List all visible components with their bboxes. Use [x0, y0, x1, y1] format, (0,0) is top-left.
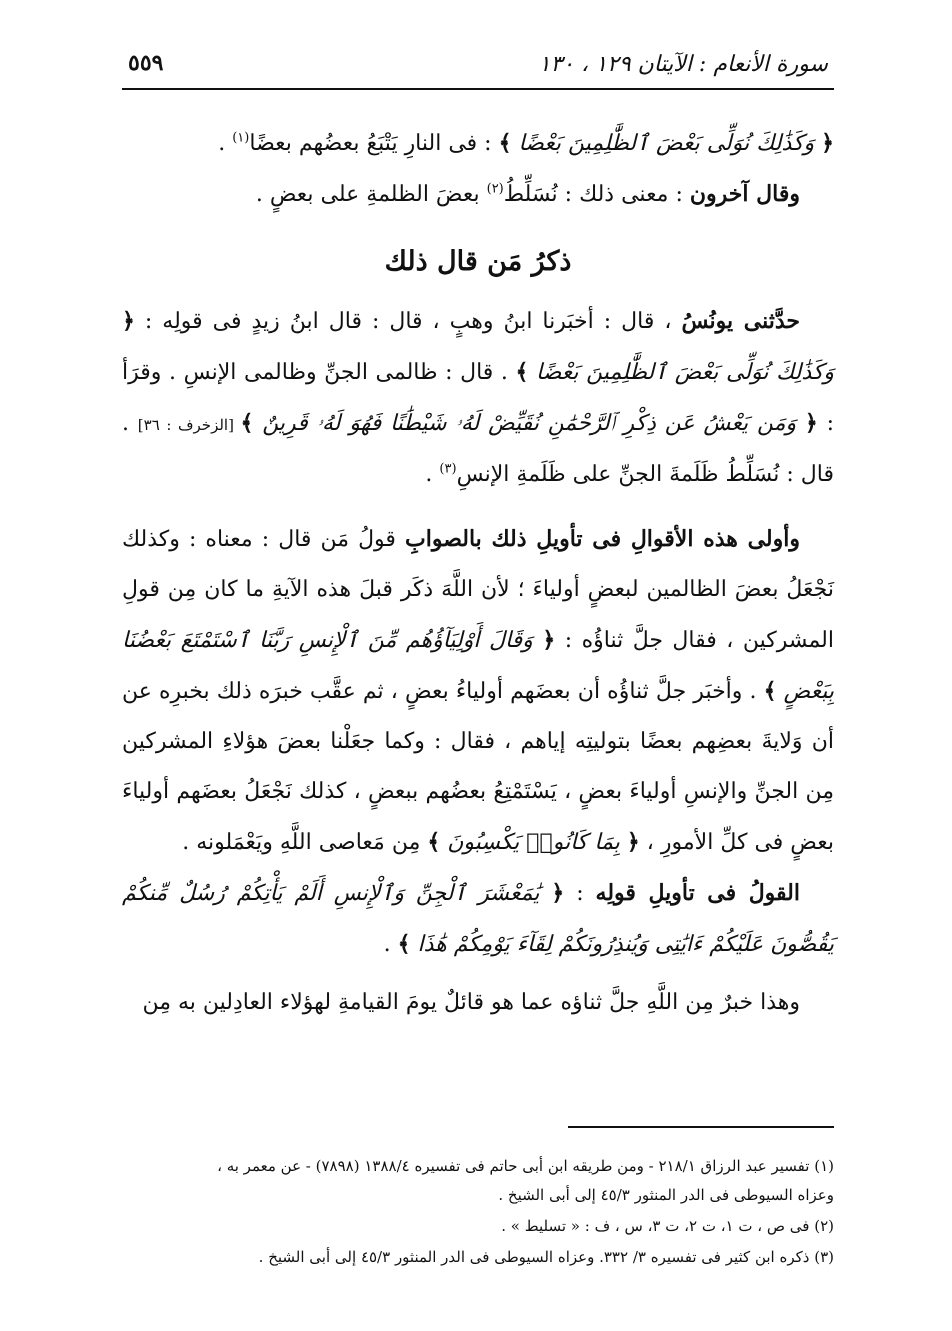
quran-quote: وَكَذَٰلِكَ نُوَلِّى بَعْضَ ٱلظَّٰلِمِينَ بَعْضًا	[535, 360, 835, 385]
quran-close-bracket: ﴾	[397, 931, 411, 957]
quran-open-bracket: ﴿	[122, 308, 135, 334]
text-run: . قال : نُسَلِّطُ ظَلَمةَ الجنِّ على ظَلَمةِ الإنسِ	[122, 411, 834, 487]
bold-lead: القولُ فى تأويلِ قولِه	[595, 880, 800, 906]
quran-close-bracket: ﴾	[427, 829, 441, 855]
paragraph-others-said	[122, 169, 834, 220]
page-number: ٥٥٩	[128, 50, 164, 76]
text-run: . قال : ظالمى الجنِّ وظالمى الإنسِ . وقرَأ :	[122, 360, 834, 436]
text-run: .	[218, 131, 233, 156]
footnote-2: (٢) فى ص ، ت ١، ت ٢، ت ٣، س ، ف : « تسليط » .	[501, 1217, 834, 1235]
text-run: وهذا خبرٌ مِن اللَّهِ جلَّ ثناؤه عما هو قائلٌ يومَ القيامةِ لهؤلاء العادِلين به مِن	[142, 990, 800, 1015]
quran-open-bracket: ﴿	[626, 829, 640, 855]
text-run: ، قال : أخبَرنا ابنُ وهبٍ ، قال : قال ابنُ زيدٍ فى قولِه :	[134, 309, 682, 334]
text-run: . وأخبَر جلَّ ثناؤُه أن بعضَهم أولياءُ بعضٍ ، ثم عقَّب خبرَه ذلك بخبرِه عن أن وَلايةَ بعضِهم بعضًا بتوليتِه إياهم ، فقال : وكما جعَلْنا بعضَ هؤلاءِ المشركين مِن الجنِّ والإنسِ أولياءَ بعضٍ ، يَسْتَمْتِعُ بعضُهم ببعضٍ ، كذلك نَجْعَلُ بعضَهم أولياءَ بعضٍ فى كلِّ الأمورِ ،	[122, 679, 835, 855]
surah-reference: [الزخرف : ٣٦]	[137, 416, 241, 434]
quran-quote: وَكَذَٰلِكَ نُوَلِّى بَعْضَ ٱلظَّٰلِمِينَ بَعْضًا	[518, 131, 815, 156]
bold-lead: وأولى هذه الأقوالِ فى تأويلِ ذلك بالصوابِ	[405, 526, 800, 552]
paragraph-commentary	[122, 978, 834, 1028]
footnote-1	[122, 1152, 834, 1210]
quran-quote: بِمَا كَانُوا۟ يَكْسِبُونَ	[447, 830, 620, 855]
quran-close-bracket: ﴾	[763, 678, 777, 704]
text-run: .	[383, 932, 398, 957]
quran-quote: وَمَن يَعْشُ عَن ذِكْرِ ٱلرَّحْمَٰنِ نُقَيِّضْ لَهُۥ شَيْطَٰنًا فَهُوَ لَهُۥ قَرِينٌ	[262, 411, 797, 436]
quran-open-bracket: ﴿	[551, 880, 565, 906]
quran-open-bracket: ﴿	[821, 130, 834, 156]
footnote-1-line-2: وعزاه السيوطى فى الدر المنثور ٤٥/٣ إلى أبى الشيخ .	[498, 1186, 834, 1204]
bold-lead: وقال آخرون	[689, 181, 800, 207]
main-text	[122, 118, 834, 1028]
paragraph-preferred-view	[122, 514, 834, 868]
paragraph-verse-gloss	[122, 118, 834, 169]
quran-open-bracket: ﴿	[804, 410, 818, 436]
text-run: :	[564, 881, 596, 906]
quran-quote: وَقَالَ أَوْلِيَآؤُهُم مِّنَ ٱلْإِنسِ رَبَّنَا ٱسْتَمْتَعَ بَعْضُنَا بِبَعْضٍ	[122, 628, 834, 704]
page-header	[122, 44, 834, 90]
quran-open-bracket: ﴿	[542, 627, 556, 653]
footnote-3: (٣) ذكره ابن كثير فى تفسيره ٣/ ٣٣٢. وعزاه السيوطى فى الدر المنثور ٤٥/٣ إلى أبى الشيخ .	[258, 1248, 834, 1266]
footnote-separator	[568, 1126, 834, 1128]
footnote-1-line-1: (١) تفسير عبد الرزاق ٢١٨/١ - ومن طريقه ابن أبى حاتم فى تفسيره ١٣٨٨/٤ (٧٨٩٨) - عن معمر به ،	[217, 1157, 834, 1175]
paragraph-narration	[122, 296, 834, 500]
bold-lead: حدَّثنى يونُسُ	[681, 308, 800, 334]
quran-close-bracket: ﴾	[498, 130, 512, 156]
footnote-ref-2: (٢)	[486, 181, 504, 197]
footnote-ref-3: (٣)	[439, 461, 457, 477]
text-run: بعضَ الظلمةِ على بعضٍ .	[255, 182, 487, 207]
text-run: قولُ مَن قال : معناه : وكذلك نَجْعَلُ بعضَ الظالمين لبعضٍ أولياءَ ؛ لأن اللَّهَ ذكَر قبلَ هذه الآيةِ ما كان مِن قولِ المشركين ، فقال جلَّ ثناؤُه :	[122, 527, 834, 653]
running-title: سورة الأنعام : الآيتان ١٢٩ ، ١٣٠	[538, 52, 828, 77]
quran-close-bracket: ﴾	[515, 359, 529, 385]
text-run: : فى النارِ يَتْبَعُ بعضُهم بعضًا	[249, 131, 499, 156]
footnotes	[122, 1152, 834, 1274]
text-run: : معنى ذلك : نُسَلِّطُ	[503, 182, 690, 207]
paragraph-verse-heading	[122, 868, 834, 970]
quran-quote: يَٰمَعْشَرَ ٱلْجِنِّ وَٱلْإِنسِ أَلَمْ يَأْتِكُمْ رُسُلٌ مِّنكُمْ يَقُصُّونَ عَلَيْكُمْ ءَايَٰتِى وَيُنذِرُونَكُمْ لِقَآءَ يَوْمِكُمْ هَٰذَا	[122, 881, 834, 957]
text-run: مِن مَعاصى اللَّهِ ويَعْمَلونه .	[182, 830, 428, 855]
footnote-ref-1: (١)	[232, 130, 250, 146]
text-run: .	[425, 462, 440, 487]
quran-close-bracket: ﴾	[240, 410, 254, 436]
section-heading: ذكرُ مَن قال ذلك	[384, 246, 572, 277]
